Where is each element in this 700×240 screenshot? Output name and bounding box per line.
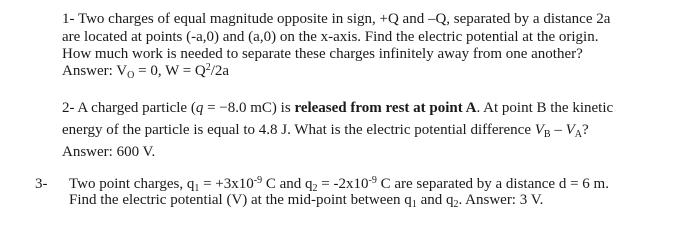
problem-3-number: 3-: [35, 176, 48, 192]
text-fragment: 2- A charged particle (: [62, 100, 196, 116]
subscript-1: 1: [411, 198, 417, 210]
subscript-a: A: [574, 128, 582, 140]
exponent: -9: [253, 174, 263, 186]
problem-1-line-1: 1- Two charges of equal magnitude opposite in sign, +Q and –Q, separated by a distance 2a: [62, 11, 611, 27]
potential-symbol-a: V: [565, 122, 575, 138]
squared-superscript: 2: [205, 61, 211, 73]
problem-1-line-2: are located at points (-a,0) and (a,0) on the x-axis. Find the electric potential at the origin.: [62, 29, 599, 45]
problem-1-answer: [62, 61, 230, 81]
problem-2-answer: Answer: 600 V.: [62, 144, 156, 160]
subscript-b: B: [543, 128, 551, 140]
problem-3-line-1: [69, 174, 609, 194]
text-fragment: Two point charges, q: [69, 176, 195, 192]
text-fragment: energy of the particle is equal to 4.8 J. What is the electric potential difference: [62, 122, 535, 138]
text-fragment: . At point B the kinetic: [476, 100, 614, 116]
bold-phrase: released from rest at point A: [294, 100, 477, 116]
text-fragment: = +3x10: [199, 176, 254, 192]
problem-2-line-2: [62, 123, 589, 138]
potential-symbol-b: V: [534, 122, 544, 138]
minus-sign: –: [550, 122, 566, 138]
charge-symbol: q: [195, 100, 204, 116]
answer-suffix: /2a: [210, 63, 230, 79]
answer-mid: = 0, W = Q: [134, 63, 206, 79]
text-fragment: and q: [416, 192, 454, 208]
question-mark: ?: [582, 122, 589, 138]
potential-subscript: O: [127, 69, 135, 81]
problem-3-line-2: [69, 193, 543, 208]
text-fragment: = -2x10: [317, 176, 369, 192]
text-fragment: . Answer: 3 V.: [458, 192, 544, 208]
exponent: -9: [368, 174, 377, 186]
answer-prefix: Answer: V: [62, 63, 128, 79]
problem-2-line-1: [62, 101, 613, 116]
problem-1-line-3: How much work is needed to separate these charges infinitely away from one another?: [62, 46, 583, 62]
subscript-2: 2: [312, 182, 318, 194]
text-fragment: C and q: [262, 176, 313, 192]
subscript-2: 2: [453, 198, 459, 210]
text-fragment: = −8.0 mC) is: [203, 100, 295, 116]
subscript-1: 1: [194, 182, 200, 194]
text-fragment: C are separated by a distance d = 6 m.: [376, 176, 609, 192]
text-fragment: Find the electric potential (V) at the mid-point between q: [69, 192, 412, 208]
